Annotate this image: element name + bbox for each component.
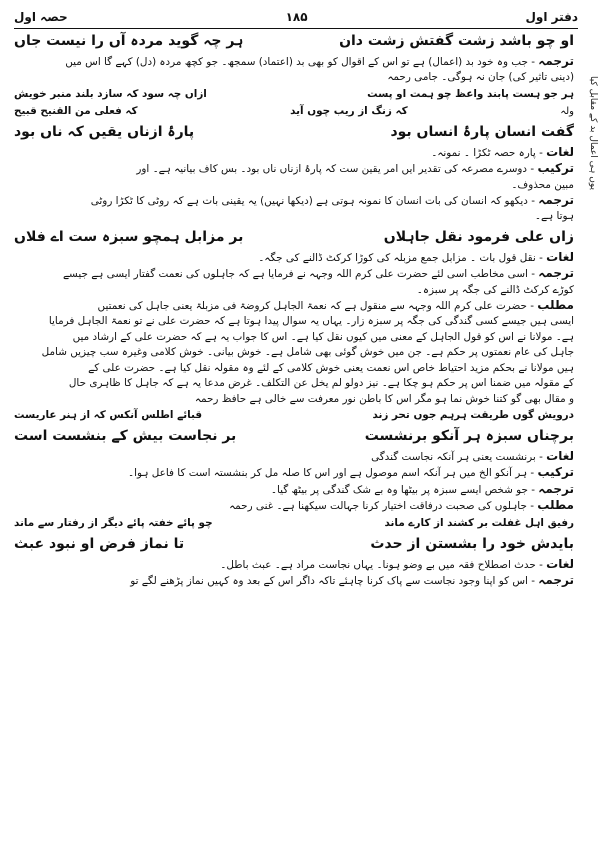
section-label: ترجمہ <box>538 193 574 208</box>
verse-second-half: چو پائے خفتہ پائے دیگر از رفتار سے ماند <box>14 516 213 529</box>
page-header <box>14 6 578 29</box>
line-text: اسی مخاطب اسی لئے حضرت علی کرم اللہ وجہہ نے فرمایا ہے کہ جاہلوں کی نعمت گفتار ایسی ہے جیسے <box>62 268 528 281</box>
header-section: حصہ اول <box>14 10 68 24</box>
line-text: دیکھو کہ انسان کی بات انسان کا نمونہ ہوتی ہے (دیکھا نہیں) یہ یقینی بات ہے کہ روٹی کا ٹکڑا روٹی <box>90 195 528 208</box>
verse-first-half: بایدش خود را بشستن از حدث <box>370 535 574 552</box>
line-text: جب وہ خود بد (اعمال) ہے تو اس کے اقوال کو بھی بد (اعتماد) سمجھ۔ جو کچھ مردہ (دل) کہے گا اس میں <box>65 56 528 68</box>
text-line: لغات - حدث اصطلاح فقہ میں بے وضو ہونا۔ یہاں نجاست مراد ہے۔ عبث باطل۔ <box>220 556 574 571</box>
verse-first-half: ہر جو ہست پابند واعظ چو ہمت او پست <box>367 87 574 100</box>
text-line: ترجمہ - اسی مخاطب اسی لئے حضرت علی کرم اللہ وجہہ نے فرمایا ہے کہ جاہلوں کی نعمت گفتار ایسی ہے جیسے <box>62 266 574 281</box>
verse-first-half: کہ زنگ از ریب چوں آید <box>290 104 408 117</box>
section-label: لغات <box>546 556 574 571</box>
text-line <box>14 314 574 329</box>
verse-couplet <box>14 103 574 120</box>
section-label: لغات <box>546 448 574 463</box>
section-label: ترکیب <box>537 161 574 176</box>
line-text: دوسرے مصرعہ کی تقدیر ایں امر یقین ست کہ پارۂ ازناں ناں بود۔ بس کاف بیانیہ ہے۔ اور <box>136 163 528 176</box>
text-line: لغات - نقل قول بات ۔ مزابل جمع مزبلہ کی کوڑا کرکٹ ڈالنے کی جگہ۔ <box>258 249 574 264</box>
line-text: پارہ حصہ ٹکڑا ۔ نمونہ۔ <box>431 146 536 159</box>
section-label: ترجمہ <box>538 54 574 68</box>
verse-first-half: گفت انسان پارۂ انساں بود <box>390 123 574 140</box>
verse-prefix: ولہ <box>560 105 574 117</box>
line-text: (دینی تاثیر کی) جان نہ ہوگی۔ جامی رحمہ <box>387 71 574 84</box>
text-line: لغات - برنشست یعنی ہر آنکہ نجاست گندگی <box>371 448 574 463</box>
verse-first-half: او چو باشد زشت گفتش زشت دان <box>339 33 574 49</box>
text-line <box>14 376 574 391</box>
text-line: مطلب - حضرت علی کرم اللہ وجہہ سے منقول ہے کہ نعمۃ الجاہل کروضۃ فی مزبلۃ یعنی جاہل کی نعمتیں <box>97 298 574 313</box>
verse-second-half: قبائے اطلس آنکس کہ از ہنر عاریست <box>14 408 203 421</box>
section-label: مطلب <box>537 298 574 313</box>
text-line <box>14 283 574 298</box>
text-line <box>14 330 574 345</box>
verse-couplet <box>14 86 574 103</box>
text-line: ترجمہ - جب وہ خود بد (اعمال) ہے تو اس کے اقوال کو بھی بد (اعتماد) سمجھ۔ جو کچھ مردہ (دل) کہے گا اس میں <box>65 54 574 68</box>
verse-second-half: ازاں چہ سود کہ سازد بلند منبر خویش <box>14 87 207 100</box>
text-line: لغات - پارہ حصہ ٹکڑا ۔ نمونہ۔ <box>431 144 574 159</box>
line-text: حدث اصطلاح فقہ میں بے وضو ہونا۔ یہاں نجاست مراد ہے۔ عبث باطل۔ <box>220 558 536 571</box>
text-line <box>14 209 574 224</box>
verse-second-half: پارۂ ازناں یقیں کہ ناں بود <box>14 123 195 140</box>
text-line: ترجمہ - جو شخص ایسے سبزہ پر بیٹھا وہ بے شک گندگی پر بیٹھ گیا۔ <box>270 481 574 496</box>
page-number: ۱۸۵ <box>285 10 308 24</box>
section-label: لغات <box>546 249 574 264</box>
line-text: جاہل کی عام نعمتوں پر حکم ہے۔ جن میں خوش گوئی بھی شامل ہے۔ خوش بیانی۔ خوش کلامی وغیرہ سب چیزیں شامل <box>41 346 574 359</box>
line-text: برنشست یعنی ہر آنکہ نجاست گندگی <box>371 450 536 463</box>
line-text: کوڑے کرکٹ ڈالنے کی جگہ پر سبزہ۔ <box>416 283 574 296</box>
header-book-title: دفتر اول <box>525 10 578 24</box>
line-text: ہر آنکو الخ میں ہر آنکہ اسم موصول ہے اور اس کا صلہ مل کر بنشستہ است کا فاعل ہوا۔ <box>128 467 528 480</box>
margin-note: یوں ہی اعمال بد کے مقابل کیا <box>588 75 598 190</box>
verse-couplet <box>14 515 574 532</box>
line-text: ہیں مولانا نے بحکم مزید احتیاط خاص اس نعمت یعنی خوش کلامی کے لئے وہ مقولہ نقل کیا ہے۔ حضرت علی کے <box>88 361 574 374</box>
section-label: ترجمہ <box>538 266 574 281</box>
text-line <box>14 345 574 360</box>
verse-second-half: ہر چہ گوید مردہ آں را نیست جاں <box>14 33 244 49</box>
line-text: کے مقولہ میں ضمنا اس پر حکم ہو چکا ہے۔ نیز دولو لم یخل عن التکلف۔ غرض مدعا یہ ہے کہ جاہل کا ظاہری حال <box>68 377 574 390</box>
line-text: ایسی ہیں جیسے کسی گندگی کی جگہ پر سبزہ زار۔ یہاں یہ سوال پیدا ہوتا ہے کہ حضرت علی نے تو نعمۃ الجاہل فرمایا <box>48 315 574 328</box>
line-text: مبین محذوف۔ <box>511 178 574 191</box>
line-text: ہے۔ مولانا نے اس کو قول الجاہل کے معنی میں کیوں نقل کیا ہے۔ اس کا جواب یہ ہے کہ حضرت علی کے ارشاد میں <box>72 330 574 343</box>
line-text: و مقال بھی گو کتنا خوش نما ہو مگر اس کا باطن نور معرفت سے خالی ہے حافظ رحمہ <box>194 392 574 405</box>
section-label: ترجمہ <box>538 481 574 496</box>
line-text: اس کو اپنا وجود نجاست سے پاک کرنا چاہئے تاکہ داگر اس کے بعد وہ کہیں نماز پڑھنے لگے تو <box>130 574 528 587</box>
verse-couplet <box>14 120 574 145</box>
verse-first-half: رفیق اہل غفلت بر کشند از کارے ماند <box>384 516 574 529</box>
text-line: ترکیب - دوسرے مصرعہ کی تقدیر ایں امر یقین ست کہ پارۂ ازناں ناں بود۔ بس کاف بیانیہ ہے۔ اور <box>136 161 574 176</box>
section-label: ترکیب <box>537 465 574 480</box>
text-line: مطلب - جاہلوں کی صحبت درفاقت اختیار کرنا جہالت سیکھنا ہے۔ غنی رحمہ <box>229 498 574 513</box>
text-line: ترجمہ - دیکھو کہ انسان کی بات انسان کا نمونہ ہوتی ہے (دیکھا نہیں) یہ یقینی بات ہے کہ روٹی کا ٹکڑا روٹی <box>90 193 574 208</box>
text-line <box>14 70 574 85</box>
line-text: ہوتا ہے۔ <box>534 210 574 223</box>
verse-first-half: زاں علی فرمود نقل جاہلاں <box>383 228 574 245</box>
text-line <box>14 361 574 376</box>
line-text: جو شخص ایسے سبزہ پر بیٹھا وہ بے شک گندگی پر بیٹھ گیا۔ <box>270 483 528 496</box>
verse-second-half: بر نجاست بیش کے بنشست است <box>14 427 237 444</box>
page-body <box>14 29 578 589</box>
section-label: لغات <box>546 144 574 159</box>
verse-second-half: بر مزابل ہمچو سبزہ ست اے فلاں <box>14 228 244 245</box>
verse-first-half: برچناں سبزہ ہر آنکو برنشست <box>364 427 574 444</box>
line-text: حضرت علی کرم اللہ وجہہ سے منقول ہے کہ نعمۃ الجاہل کروضۃ فی مزبلۃ یعنی جاہل کی نعمتیں <box>97 300 527 313</box>
text-line <box>14 392 574 407</box>
line-text: نقل قول بات ۔ مزابل جمع مزبلہ کی کوڑا کرکٹ ڈالنے کی جگہ۔ <box>258 251 536 264</box>
verse-couplet <box>14 407 574 424</box>
line-text: جاہلوں کی صحبت درفاقت اختیار کرنا جہالت سیکھنا ہے۔ غنی رحمہ <box>229 500 527 513</box>
verse-couplet <box>14 532 574 557</box>
section-label: ترجمہ <box>538 572 574 587</box>
text-line: ترکیب - ہر آنکو الخ میں ہر آنکہ اسم موصول ہے اور اس کا صلہ مل کر بنشستہ است کا فاعل ہوا۔ <box>128 465 574 480</box>
verse-couplet <box>14 29 574 54</box>
text-line: ترجمہ - اس کو اپنا وجود نجاست سے پاک کرنا چاہئے تاکہ داگر اس کے بعد وہ کہیں نماز پڑھنے لگے تو <box>130 572 574 587</box>
section-label: مطلب <box>537 498 574 513</box>
verse-second-half: کہ فعلی من القنیح قبیح <box>14 104 138 117</box>
text-line <box>14 178 574 193</box>
verse-couplet <box>14 424 574 449</box>
verse-couplet <box>14 225 574 250</box>
verse-first-half: درویش گوں طریقت ہرہم جوں تحر زند <box>372 408 574 421</box>
verse-second-half: تا نماز فرض او نبود عبث <box>14 535 185 552</box>
